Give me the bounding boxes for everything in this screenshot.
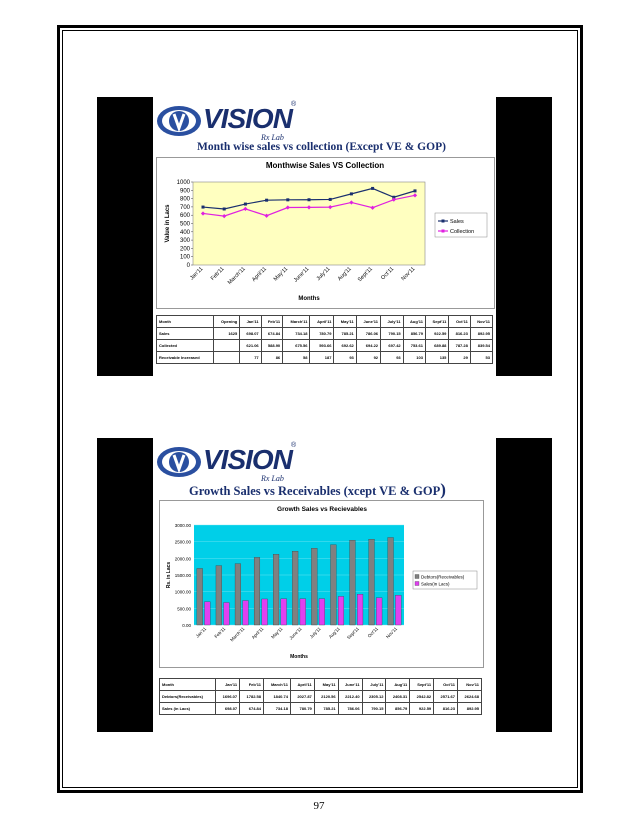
table-cell: 1782.58 [240, 691, 264, 703]
x-tick-label: Nov'11 [385, 626, 399, 640]
y-tick-label: 900 [179, 188, 190, 195]
table-cell: 2571.67 [434, 691, 458, 703]
table-cell: Sept'11 [410, 679, 434, 691]
bar-sales [300, 599, 306, 625]
table-cell: 785.21 [314, 703, 338, 715]
x-tick-label: Nov'11 [400, 266, 417, 283]
bar-sales [395, 595, 401, 625]
y-tick-label: 800 [179, 196, 190, 203]
table2-header-row [160, 679, 482, 691]
y-tick-label: 3000.00 [174, 523, 191, 528]
table-cell: 790.15 [381, 328, 404, 340]
table-cell: 922.59 [425, 328, 448, 340]
table-cell: Opening [213, 316, 239, 328]
table1-row [157, 340, 493, 352]
x-tick-label: Sept'11 [345, 626, 360, 641]
table-cell: 1696.07 [216, 691, 240, 703]
table-cell: March'11 [283, 316, 310, 328]
line-chart-box [156, 157, 495, 309]
x-tick-label: April'11 [250, 626, 265, 640]
logo-subtitle: Rx Lab [261, 474, 284, 483]
data-point [308, 198, 311, 201]
legend-marker [442, 220, 445, 223]
y-tick-label: 1500.00 [174, 573, 191, 578]
registered-mark: ® [291, 101, 297, 108]
vision-logo [153, 97, 303, 147]
table-cell: June'11 [338, 679, 362, 691]
logo-wordmark: VISION [203, 103, 292, 134]
legend-label: Debtors(Receivables) [421, 574, 465, 580]
table-cell: March'11 [264, 679, 291, 691]
table-cell: Nov'11 [470, 316, 492, 328]
bar-receivables [273, 554, 279, 625]
bar-receivables [197, 568, 203, 625]
table-cell: 53 [470, 352, 492, 364]
legend-marker [442, 230, 445, 233]
bar-receivables [292, 551, 298, 625]
table-cell: June'11 [356, 316, 380, 328]
bar-sales [243, 601, 249, 625]
table-cell: 780.79 [290, 703, 314, 715]
table-cell: 839.54 [470, 340, 492, 352]
y-tick-label: 700 [179, 204, 190, 211]
data-point [414, 189, 417, 192]
table1-row [157, 328, 493, 340]
bar-receivables [235, 564, 241, 625]
x-tick-label: Aug'11 [336, 266, 353, 283]
table-cell: 1840.74 [264, 691, 291, 703]
table-cell: 698.07 [240, 328, 261, 340]
table-cell: 892.95 [458, 703, 482, 715]
y-axis-label: Rs. in Lacs [166, 561, 172, 589]
table-cell: Nov'11 [458, 679, 482, 691]
table-cell: 2624.68 [458, 691, 482, 703]
bar-sales [281, 599, 287, 625]
bar-chart-box [159, 500, 484, 668]
legend-label: Collection [450, 229, 475, 235]
x-tick-label: July'11 [308, 626, 322, 640]
table-cell: April'11 [310, 316, 334, 328]
page-number: 97 [313, 800, 325, 812]
table-cell: Sales (in Lacs) [160, 703, 216, 715]
table-cell: 2212.40 [338, 691, 362, 703]
table-cell [213, 352, 239, 364]
x-tick-label: Feb'11 [213, 626, 227, 640]
table-cell: 621.06 [240, 340, 261, 352]
x-tick-label: Aug'11 [327, 626, 341, 640]
x-tick-label: Jan'11 [194, 626, 208, 639]
data-point [202, 206, 205, 209]
table-cell: 816.23 [449, 328, 470, 340]
table-cell: 1625 [213, 328, 239, 340]
y-tick-label: 2000.00 [174, 556, 191, 562]
x-tick-label: July'11 [315, 266, 332, 283]
slide-body [153, 97, 496, 376]
table-cell: April'11 [290, 679, 314, 691]
y-tick-label: 0 [186, 263, 190, 269]
table-cell: 816.23 [434, 703, 458, 715]
table-cell: Aug'11 [386, 679, 410, 691]
slide-growth-sales-vs-receivables [97, 438, 552, 732]
bar-receivables [331, 545, 337, 625]
table-cell: 922.59 [410, 703, 434, 715]
bar-receivables [254, 557, 260, 625]
bar-receivables [311, 548, 317, 625]
plot-area [193, 182, 425, 265]
table-cell: Month [160, 679, 216, 691]
x-tick-label: June'11 [288, 626, 303, 641]
y-tick-label: 400 [179, 229, 190, 236]
table-cell: Sept'11 [425, 316, 448, 328]
table-cell: 2542.82 [410, 691, 434, 703]
sales-collection-table [156, 315, 493, 364]
x-tick-label: May'11 [272, 266, 290, 283]
table-cell: 734.18 [264, 703, 291, 715]
x-axis-label: Months [290, 654, 308, 660]
table-cell [213, 340, 239, 352]
table-cell: May'11 [314, 679, 338, 691]
data-point [286, 198, 289, 201]
table-cell: 187 [310, 352, 334, 364]
table-cell: 588.90 [261, 340, 283, 352]
table-cell: 780.79 [310, 328, 334, 340]
table-cell: Receivable Increased [157, 352, 214, 364]
x-tick-label: May'11 [270, 626, 284, 640]
bar-sales [224, 603, 230, 625]
table-cell: Oct'11 [449, 316, 470, 328]
table-cell: 689.88 [425, 340, 448, 352]
registered-mark: ® [291, 442, 297, 449]
x-tick-label: April'11 [251, 266, 269, 283]
slide-title [189, 480, 446, 500]
slide-sales-vs-collection [97, 97, 552, 376]
bar-receivables [350, 540, 356, 625]
bar-sales [376, 598, 382, 625]
bar-sales [262, 599, 268, 625]
bar-receivables [369, 539, 375, 625]
chart-title: Monthwise Sales VS Collection [265, 161, 385, 170]
table1-row [157, 352, 493, 364]
table-cell: 29 [449, 352, 470, 364]
table-cell: Debtors(Receivables) [160, 691, 216, 703]
bar-receivables [216, 566, 222, 625]
y-tick-label: 200 [179, 246, 190, 253]
line-chart [157, 158, 494, 308]
table-cell: Oct'11 [434, 679, 458, 691]
table-cell: 93 [381, 352, 404, 364]
table-cell: 103 [403, 352, 425, 364]
table-cell: 674.84 [240, 703, 264, 715]
table-cell: 674.84 [261, 328, 283, 340]
table-cell: 2408.31 [386, 691, 410, 703]
table-cell: 2120.56 [314, 691, 338, 703]
data-point [329, 198, 332, 201]
y-tick-label: 500 [179, 221, 190, 228]
data-point [223, 207, 226, 210]
data-point [265, 199, 268, 202]
slide-title-paren: ) [440, 480, 446, 499]
y-tick-label: 1000.00 [174, 589, 191, 595]
chart-title: Growth Sales vs Recievables [277, 506, 367, 513]
table-cell: July'11 [362, 679, 386, 691]
table-cell: May'11 [334, 316, 356, 328]
eye-logo-icon [155, 101, 203, 141]
bar-sales [205, 602, 211, 625]
table-cell: 734.18 [283, 328, 310, 340]
table-cell: 675.56 [283, 340, 310, 352]
table-cell: 790.15 [362, 703, 386, 715]
table-cell: 92 [356, 352, 380, 364]
y-tick-label: 500.00 [177, 606, 191, 612]
y-tick-label: 600 [179, 213, 190, 220]
table-cell: Jan'11 [240, 316, 261, 328]
x-tick-label: Oct'11 [380, 266, 396, 282]
y-tick-label: 0.00 [182, 623, 191, 628]
table-cell: 856.79 [386, 703, 410, 715]
table-cell: 692.62 [334, 340, 356, 352]
table-cell: Aug'11 [403, 316, 425, 328]
bar-sales [319, 599, 325, 625]
y-tick-label: 300 [179, 238, 190, 245]
table-cell: Sales [157, 328, 214, 340]
table-cell: 753.61 [403, 340, 425, 352]
legend-label: Sales(in Lacs) [421, 581, 450, 587]
table-cell: July'11 [381, 316, 404, 328]
logo-subtitle: Rx Lab [261, 133, 284, 142]
x-tick-label: Oct'11 [366, 626, 380, 639]
slide-body [153, 438, 496, 732]
table-cell: Collected [157, 340, 214, 352]
table-cell: Feb'11 [240, 679, 264, 691]
data-point [244, 203, 247, 206]
y-tick-label: 2500.00 [174, 539, 191, 545]
legend-swatch [415, 575, 419, 579]
y-tick-label: 1000 [176, 180, 190, 186]
table-cell: 785.21 [334, 328, 356, 340]
table-cell: Feb'11 [261, 316, 283, 328]
table-cell: 2027.87 [290, 691, 314, 703]
data-point [371, 187, 374, 190]
table-cell: 694.22 [356, 340, 380, 352]
eye-logo-icon [155, 442, 203, 482]
table-cell: 135 [425, 352, 448, 364]
x-tick-label: March'11 [229, 626, 246, 643]
x-axis-label: Months [298, 296, 320, 302]
table-cell: 787.28 [449, 340, 470, 352]
table-cell: 786.06 [338, 703, 362, 715]
table2-row [160, 691, 482, 703]
table-cell: 2305.12 [362, 691, 386, 703]
x-tick-label: Sept'11 [356, 266, 375, 284]
x-tick-label: Jan'11 [189, 266, 205, 282]
table-cell: 786.06 [356, 328, 380, 340]
slide-title-text: Growth Sales vs Receivables (xcept VE & GOP [189, 484, 441, 498]
table-cell: 86 [261, 352, 283, 364]
table-cell: 77 [240, 352, 261, 364]
growth-table [159, 678, 482, 715]
slide-title: Month wise sales vs collection (Except VE & GOP) [197, 141, 446, 153]
table-cell: 93 [334, 352, 356, 364]
table-cell: Jan'11 [216, 679, 240, 691]
bar-sales [338, 596, 344, 625]
table1-header-row [157, 316, 493, 328]
bar-chart [160, 501, 483, 667]
table2-row [160, 703, 482, 715]
table-cell: 892.95 [470, 328, 492, 340]
table-cell: 593.66 [310, 340, 334, 352]
x-tick-label: March'11 [226, 266, 247, 287]
x-tick-label: Feb'11 [209, 266, 226, 282]
table-cell: 856.79 [403, 328, 425, 340]
legend-swatch [415, 582, 419, 586]
x-tick-label: June'11 [292, 266, 311, 284]
table-cell: 58 [283, 352, 310, 364]
bar-sales [357, 594, 363, 625]
bar-receivables [388, 538, 394, 625]
table-cell: Month [157, 316, 214, 328]
y-tick-label: 100 [179, 254, 190, 261]
table-cell: 698.07 [216, 703, 240, 715]
logo-wordmark: VISION [203, 444, 292, 475]
legend-label: Sales [450, 219, 464, 225]
y-axis-label: Value in Lacs [165, 204, 171, 243]
table-cell: 697.42 [381, 340, 404, 352]
data-point [350, 192, 353, 195]
